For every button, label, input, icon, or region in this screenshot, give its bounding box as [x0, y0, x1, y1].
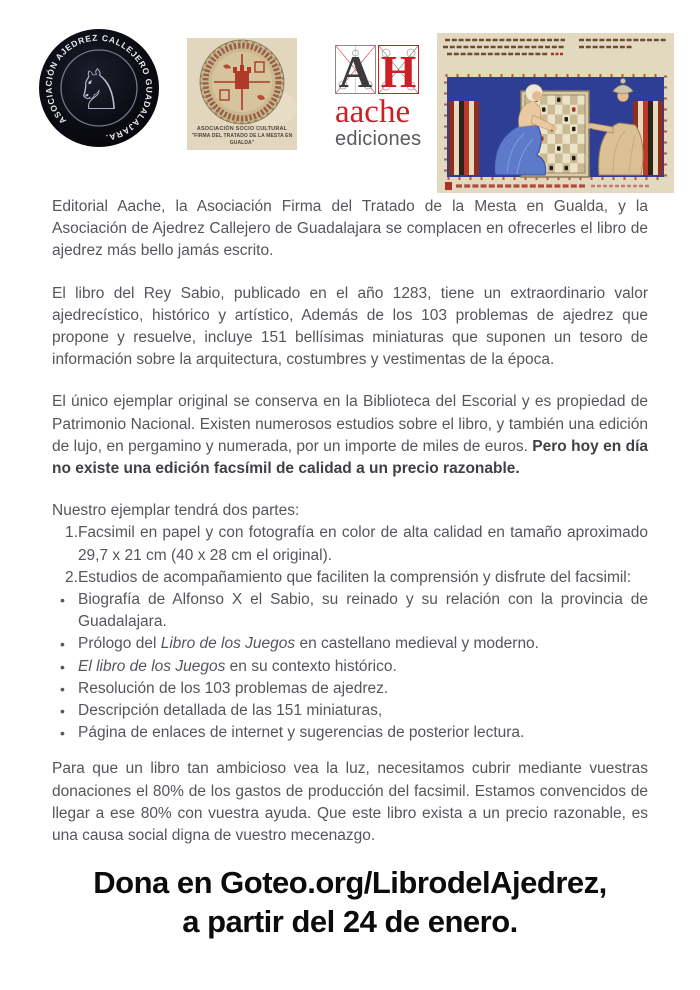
list-item: [52, 589, 648, 633]
aache-tagline: ediciones: [335, 128, 422, 150]
aache-wordmark: aache: [335, 94, 411, 130]
list-item: [52, 567, 648, 589]
studies-list: [52, 589, 648, 744]
bullet-text: Prólogo del: [78, 635, 161, 653]
circular-logo-text: ASOCIACIÓN AJEDREZ CALLEJERO GUADALAJARA.: [43, 32, 155, 144]
seal-center-castle: [235, 71, 249, 89]
aache-letter-boxes: [335, 45, 443, 94]
bullet-text: Resolución de los 103 problemas de ajedrez.: [78, 679, 389, 697]
letter-h: H: [380, 46, 417, 94]
left-bench: [449, 101, 479, 175]
paragraph-original-copy-text: El único ejemplar original se conserva en la Biblioteca del Escorial y es propiedad de Patrimonio Nacional. Existen numerosos estudios sobre el libro, y también una edición de lujo, en pergamino y numerada, por un importe de miles de euros.: [52, 393, 648, 455]
letter-a: A: [338, 46, 373, 94]
mesta-seal-logo: [187, 38, 297, 150]
paragraph-book-value: El libro del Rey Sabio, publicado en el año 1283, tiene un extraordinario valor ajedrecístico, histórico y artístico, Además de los 103 problemas de ajedrez que propone y resuelve, incluye 151 bellísimas miniaturas que suponen un tesoro de información sobre la arquitectura, costumbres y vestimentas de la época.: [52, 284, 648, 369]
paragraph-original-copy: [52, 391, 648, 480]
list-number: 1.: [65, 524, 78, 542]
left-player-hand: [551, 125, 557, 131]
castle-tower: [247, 67, 251, 73]
bullet-text: Biografía de Alfonso X el Sabio, su reinado y su relación con la provincia de Guadalajara.: [78, 591, 648, 631]
list-intro: Nuestro ejemplar tendrá dos partes:: [52, 502, 300, 520]
flyer-body: [52, 196, 648, 941]
knight-icon: ♘: [73, 58, 125, 123]
paragraph-original-copy-bold: Pero hoy en día no existe una edición facsímil de calidad a un precio razonable.: [52, 437, 649, 478]
bullet-text: en su contexto histórico.: [225, 657, 397, 675]
bullet-icon: •: [60, 703, 65, 720]
list-item: [52, 722, 648, 744]
bullet-icon: •: [60, 592, 65, 609]
letter-h-box: [378, 45, 419, 94]
right-player-hand: [587, 123, 592, 128]
list-item: [52, 678, 648, 700]
bullet-text: Descripción detallada de las 151 miniaturas,: [78, 702, 383, 720]
list-item: [52, 522, 648, 566]
bullet-italic: Libro de los Juegos: [160, 635, 296, 653]
list-item-text: [78, 722, 648, 744]
bullet-icon: •: [60, 725, 65, 742]
donation-cta: [52, 863, 648, 941]
medieval-seal: [187, 38, 297, 126]
list-item: [52, 633, 648, 655]
list-item-text: [78, 589, 648, 633]
hat-knob: [621, 79, 626, 84]
bullet-icon: •: [60, 636, 65, 653]
chess-association-logo: [38, 28, 160, 148]
seal-caption-line1: ASOCIACIÓN SOCIO CULTURAL: [196, 126, 288, 132]
red-piece: [572, 107, 576, 112]
seal-caption-line2: "FIRMA DEL TRATADO DE LA MESTA EN GUALDA": [191, 133, 293, 146]
cta-line1: Dona en Goteo.org/LibrodelAjedrez,: [93, 865, 607, 901]
list-item: [52, 656, 648, 678]
bullet-text: Página de enlaces de internet y sugerencias de posterior lectura.: [78, 724, 525, 742]
list-number: 2.: [65, 568, 78, 586]
paragraph-intro: Editorial Aache, la Asociación Firma del Tratado de la Mesta en Gualda, y la Asociación de Ajedrez Callejero de Guadalajara se complacen en ofrecerles el libro de ajedrez más bello jamás escrito.: [52, 198, 648, 260]
castle-tower: [240, 65, 244, 73]
bullet-italic: El libro de los Juegos: [78, 657, 226, 675]
list-item-text: [78, 678, 648, 700]
parts-list: [52, 522, 648, 589]
list-item-text: [78, 656, 648, 678]
bullet-icon: •: [60, 680, 65, 697]
letter-a-box: [335, 45, 376, 94]
list-item-text: [78, 700, 648, 722]
logo-header: [0, 0, 700, 195]
list-item: [52, 700, 648, 722]
bullet-icon: •: [60, 658, 65, 675]
medieval-chess-miniature: [437, 33, 674, 193]
castle-tower: [233, 67, 237, 73]
list-item-text: Estudios de acompañamiento que faciliten la comprensión y disfrute del facsimil:: [77, 568, 632, 586]
cta-line2: a partir del 24 de enero.: [182, 904, 518, 940]
seal-caption: [187, 126, 297, 147]
paragraph-donation: Para que un libro tan ambicioso vea la luz, necesitamos cubrir mediante vuestras donaciones el 80% de los gastos de producción del facsimil. Estamos convencidos de llegar a ese 80% con vuestra ayuda. Que este libro exista a un precio razonable, es una causa social digna de vuestro mecenazgo.: [52, 760, 648, 845]
left-player-face: [532, 91, 542, 101]
list-item-text: Facsimil en papel y con fotografía en color de alta calidad en tamaño aproximado 29,7 x 21 cm (40 x 28 cm el original).: [77, 524, 648, 564]
bullet-text: en castellano medieval y moderno.: [295, 635, 539, 653]
aache-ediciones-logo: [335, 45, 443, 150]
list-item-text: [78, 633, 648, 655]
